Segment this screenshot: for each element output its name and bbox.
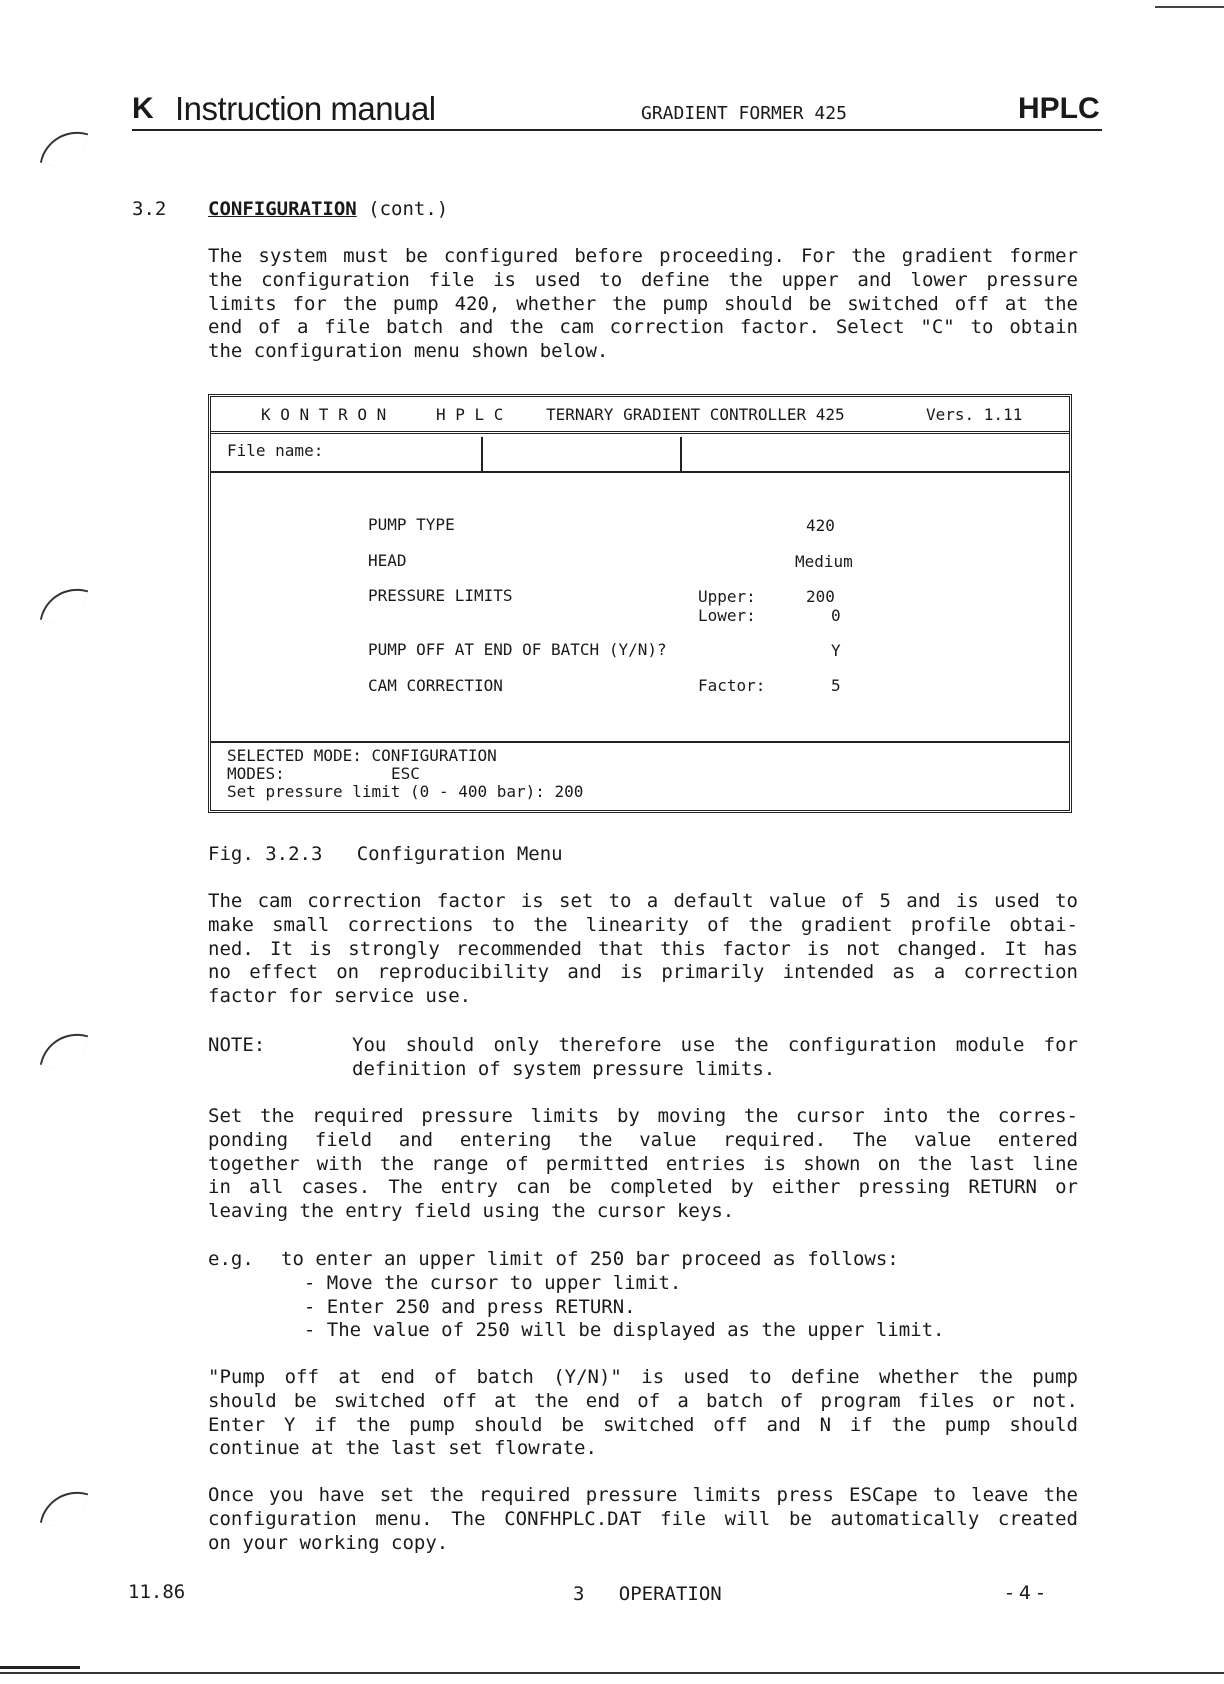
screen-brand: K O N T R O N [261, 405, 387, 424]
header-hplc: HPLC [1018, 92, 1100, 125]
cam-line: factor for service use. [208, 985, 472, 1008]
pump-type-value[interactable]: 420 [806, 516, 835, 535]
cam-line: no effect on reproducibility and is primarily intended as a correction [208, 961, 1078, 984]
file-name-field-divider [680, 437, 682, 471]
escape-line: configuration menu. The CONFHPLC.DAT file will be automatically created [208, 1507, 1078, 1530]
pump-line: continue at the last set flowrate. [208, 1437, 597, 1460]
punch-hole-mark [40, 581, 88, 629]
screen-divider [211, 431, 1069, 434]
screen-product: H P L C [436, 405, 504, 424]
pressure-prompt: Set pressure limit (0 - 400 bar): 200 [227, 782, 584, 801]
pump-off-paragraph [208, 1366, 1078, 1461]
set-line: Set the required pressure limits by moving the cursor into the corres- [208, 1105, 1078, 1127]
modes-value: ESC [391, 764, 420, 783]
set-line: ponding field and entering the value required. The value entered [208, 1128, 1078, 1151]
kontron-logo: K [132, 92, 151, 125]
file-name-field[interactable] [481, 437, 483, 471]
cam-paragraph [208, 890, 1078, 1009]
figure-caption: Fig. 3.2.3 Configuration Menu [208, 843, 563, 865]
escape-line: on your working copy. [208, 1531, 449, 1554]
header-product: GRADIENT FORMER 425 [641, 103, 847, 124]
set-line: together with the range of permitted entries is shown on the last line [208, 1152, 1078, 1175]
lower-value[interactable]: 0 [831, 606, 841, 625]
escape-paragraph [208, 1484, 1078, 1555]
pump-line: "Pump off at end of batch (Y/N)" is used to define whether the pump [208, 1366, 1078, 1388]
punch-hole-mark [40, 124, 88, 172]
head-value[interactable]: Medium [795, 552, 853, 571]
footer-page-number: - 4 - [1006, 1582, 1044, 1604]
screen-divider [211, 741, 1069, 743]
example-line: - The value of 250 will be displayed as the upper limit. [281, 1319, 945, 1342]
header-title: Instruction manual [175, 90, 436, 127]
intro-line: limits for the pump 420, whether the pump should be switched off at the [208, 292, 1078, 315]
intro-line: end of a file batch and the cam correction factor. Select "C" to obtain [208, 316, 1078, 339]
pump-line: should be switched off at the end of a batch of program files or not. [208, 1389, 1078, 1412]
example-line: - Move the cursor to upper limit. [281, 1271, 682, 1294]
header-rule [132, 129, 1102, 131]
example-steps [281, 1248, 944, 1343]
footer-date: 11.86 [128, 1581, 186, 1603]
pump-type-label: PUMP TYPE [368, 515, 455, 534]
footer-chapter: 3 OPERATION [573, 1583, 722, 1605]
modes-label: MODES: [227, 764, 285, 783]
punch-hole-mark [40, 1484, 88, 1532]
screen-controller: TERNARY GRADIENT CONTROLLER 425 [546, 405, 845, 424]
pump-off-value[interactable]: Y [831, 641, 841, 660]
head-label: HEAD [368, 551, 407, 570]
escape-line: Once you have set the required pressure limits press ESCape to leave the [208, 1484, 1078, 1506]
intro-line: The system must be configured before proceeding. For the gradient former [208, 245, 1078, 267]
cam-line: make small corrections to the linearity of the gradient profile obtai- [208, 913, 1078, 936]
example-label: e.g. [208, 1248, 254, 1270]
section-suffix: (cont.) [368, 198, 449, 220]
upper-value[interactable]: 200 [806, 587, 835, 606]
lower-label: Lower: [698, 606, 756, 625]
factor-label: Factor: [698, 676, 766, 695]
pump-off-label: PUMP OFF AT END OF BATCH (Y/N)? [368, 640, 667, 659]
cam-line: ned. It is strongly recommended that this factor is not changed. It has [208, 937, 1078, 960]
top-edge-rule [1155, 6, 1224, 8]
note-line: definition of system pressure limits. [352, 1057, 776, 1080]
note-line: You should only therefore use the configuration module for [352, 1034, 1078, 1056]
bottom-edge-rule [0, 1672, 1224, 1674]
file-name-label: File name: [227, 441, 324, 460]
note-body [352, 1034, 1078, 1082]
note-label: NOTE: [208, 1034, 266, 1056]
configuration-screen [208, 394, 1072, 813]
section-heading [208, 198, 448, 220]
screen-version: Vers. 1.11 [926, 405, 1023, 424]
intro-line: the configuration file is used to define the upper and lower pressure [208, 268, 1078, 291]
set-line: leaving the entry field using the cursor keys. [208, 1200, 735, 1223]
screen-divider [211, 471, 1069, 473]
pump-line: Enter Y if the pump should be switched off and N if the pump should [208, 1413, 1078, 1436]
selected-mode: SELECTED MODE: CONFIGURATION [227, 746, 497, 765]
example-line: - Enter 250 and press RETURN. [281, 1295, 636, 1318]
intro-paragraph [208, 245, 1078, 364]
intro-line: the configuration menu shown below. [208, 340, 609, 363]
factor-value[interactable]: 5 [831, 676, 841, 695]
cam-correction-label: CAM CORRECTION [368, 676, 503, 695]
bottom-edge-mark [0, 1666, 80, 1669]
section-title: CONFIGURATION [208, 198, 357, 220]
pressure-limits-label: PRESSURE LIMITS [368, 586, 513, 605]
set-line: in all cases. The entry can be completed by either pressing RETURN or [208, 1176, 1078, 1199]
punch-hole-mark [40, 1026, 88, 1074]
cam-line: The cam correction factor is set to a default value of 5 and is used to [208, 890, 1078, 912]
section-number: 3.2 [132, 198, 167, 220]
set-pressure-paragraph [208, 1105, 1078, 1224]
upper-label: Upper: [698, 587, 756, 606]
example-line: to enter an upper limit of 250 bar proceed as follows: [281, 1248, 899, 1270]
